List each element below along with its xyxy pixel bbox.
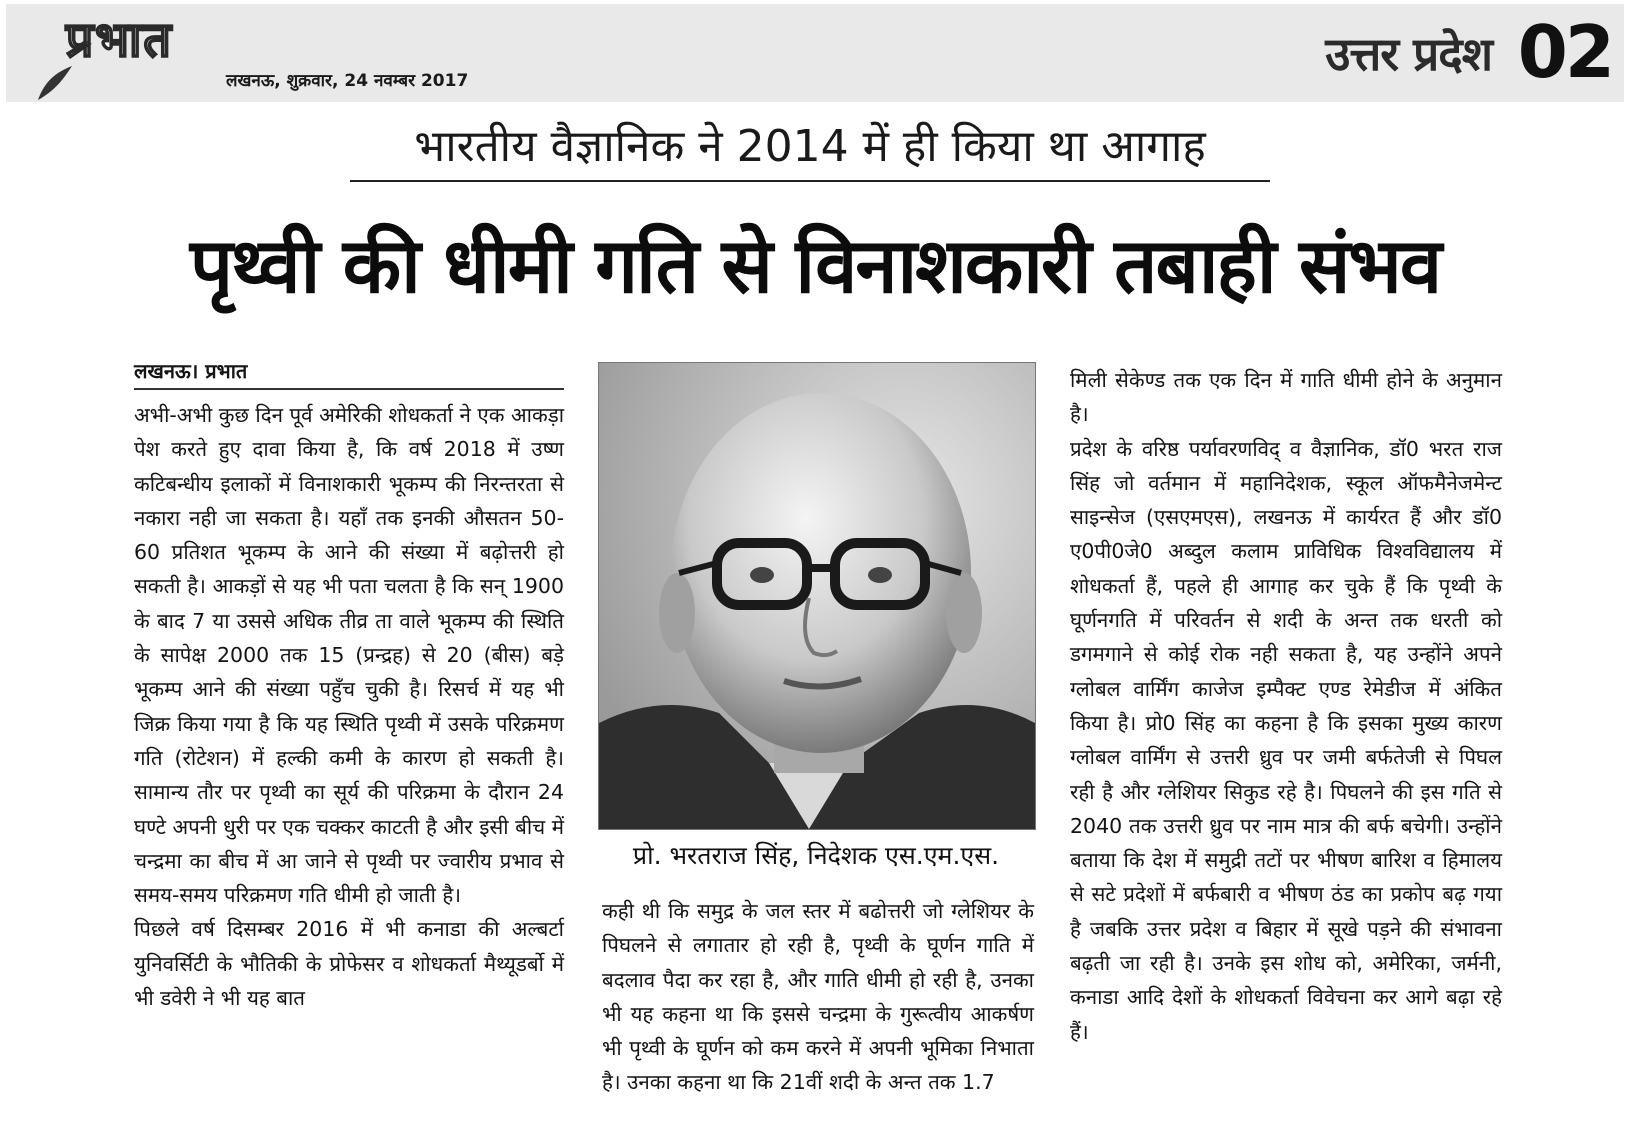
- byline: लखनऊ। प्रभात: [134, 356, 564, 390]
- paragraph: कही थी कि समुद्र के जल स्तर में बढोत्तरी जो ग्लेशियर के पिघलने से लगातार हो रही है, पृथ्वी के घूर्णन गाति में बदलाव पैदा कर रहा है, और गाति धीमी हो रही है, उनका भी यह कहना था कि इससे चन्द्रमा के गुरूत्वीय आकर्षण भी पृथ्वी के घूर्णन को कम करने में अपनी भूमिका निभाता है। उनका कहना था कि 21वीं शदी के अन्त तक 1.7: [602, 899, 1034, 1095]
- page-number: 02: [1517, 10, 1612, 94]
- photo-caption: प्रो. भरतराज सिंह, निदेशक एस.एम.एस.: [632, 841, 1000, 870]
- article-column-1: [134, 356, 564, 1015]
- paragraph: अभी-अभी कुछ दिन पूर्व अमेरिकी शोधकर्ता ने एक आकड़ा पेश करते हुए दावा किया है, कि वर्ष 2018 में उष्ण कटिबन्धीय इलाकों में विनाशकारी भूकम्प की निरन्तरता से नकारा नही जा सकता है। यहाँ तक इनकी औसतन 50-60 प्रतिशत भूकम्प के आने की संख्या में बढ़ोत्तरी हो सकती है। आकड़ों से यह भी पता चलता है कि सन् 1900 के बाद 7 या उससे अधिक तीव्र ता वाले भूकम्प की स्थिति के सापेक्ष 2000 तक 15 (प्रन्द्रह) से 20 (बीस) बड़े भूकम्प आने की संख्या पहुँच चुकी है। रिसर्च में यह भी जिक्र किया गया है कि यह स्थिति पृथ्वी में उसके परिक्रमण गति (रोटेशन) में हल्की कमी के कारण हो सकती है। सामान्य तौर पर पृथ्वी का सूर्य की परिक्रमा के दौरान 24 घण्टे अपनी धुरी पर एक चक्कर काटती है और इसी बीच में चन्द्रमा का बीच में आ जाने से पृथ्वी पर ज्वारीय प्रभाव से समय-समय परिक्रमण गति धीमी हो जाती है।: [134, 403, 564, 908]
- newspaper-logo: प्रभात: [66, 12, 173, 68]
- portrait-illustration: [599, 363, 1035, 829]
- masthead: [6, 4, 1624, 102]
- article-column-2: [602, 894, 1034, 1100]
- article-column-3: [1070, 363, 1502, 1049]
- paragraph: प्रदेश के वरिष्ठ पर्यावरणविद् व वैज्ञानिक, डॉ0 भरत राज सिंह जो वर्तमान में महानिदेशक, स्कूल ऑफमैनेजमेन्ट साइन्सेज (एसएमएस), लखनऊ में कार्यरत हैं और डॉ0 ए0पी0जे0 अब्दुल कलाम प्राविधिक विश्वविद्यालय में शोधकर्ता हैं, पहले ही आगाह कर चुके हैं कि पृथ्वी के घूर्णनगति में परिवर्तन से शदी के अन्त तक धरती को डगमगाने से कोई रोक नही सकता है, यह उन्होंने अपने ग्लोबल वार्मिंग काजेज इम्पैक्ट एण्ड रेमेडीज में अंकित किया है। प्रो0 सिंह का कहना है कि इसका मुख्य कारण ग्लोबल वार्मिंग से उत्तरी ध्रुव पर जमी बर्फतेजी से पिघल रही है और ग्लेशियर सिकुड रहे है। पिघलने की इस गति से 2040 तक उत्तरी ध्रुव पर नाम मात्र की बर्फ बचेगी। उन्होंने बताया कि देश में समुद्री तटों पर भीषण बारिश व हिमालय से सटे प्रदेशों में बर्फबारी व भीषण ठंड का प्रकोप बढ़ गया है जबकि उत्तर प्रदेश व बिहार में सूखे पड़ने की संभावना बढ़ती जा रही है। उनके इस शोध को, अमेरिका, जर्मनी, कनाडा आदि देशों के शोधकर्ता विवेचना कर आगे बढ़ा रहे हैं।: [1070, 436, 1502, 1044]
- section-name: उत्तर प्रदेश: [1325, 27, 1492, 81]
- portrait-photo: [598, 362, 1036, 830]
- kicker-headline: भारतीय वैज्ञानिक ने 2014 में ही किया था आगाह: [350, 118, 1270, 182]
- main-headline: पृथ्वी की धीमी गति से विनाशकारी तबाही संभव: [189, 221, 1441, 310]
- paragraph: मिली सेकेण्ड तक एक दिन में गाति धीमी होने के अनुमान है।: [1070, 368, 1502, 427]
- leaf-icon: [34, 62, 74, 102]
- paragraph: पिछले वर्ष दिसम्बर 2016 में भी कनाडा की अल्बर्टा युनिवर्सिटी के भौतिकी के प्रोफेसर व शोधकर्ता मैथ्यूडर्बो में भी डवेरी ने भी यह बात: [134, 917, 564, 1011]
- dateline: लखनऊ, शुक्रवार, 24 नवम्बर 2017: [226, 71, 469, 91]
